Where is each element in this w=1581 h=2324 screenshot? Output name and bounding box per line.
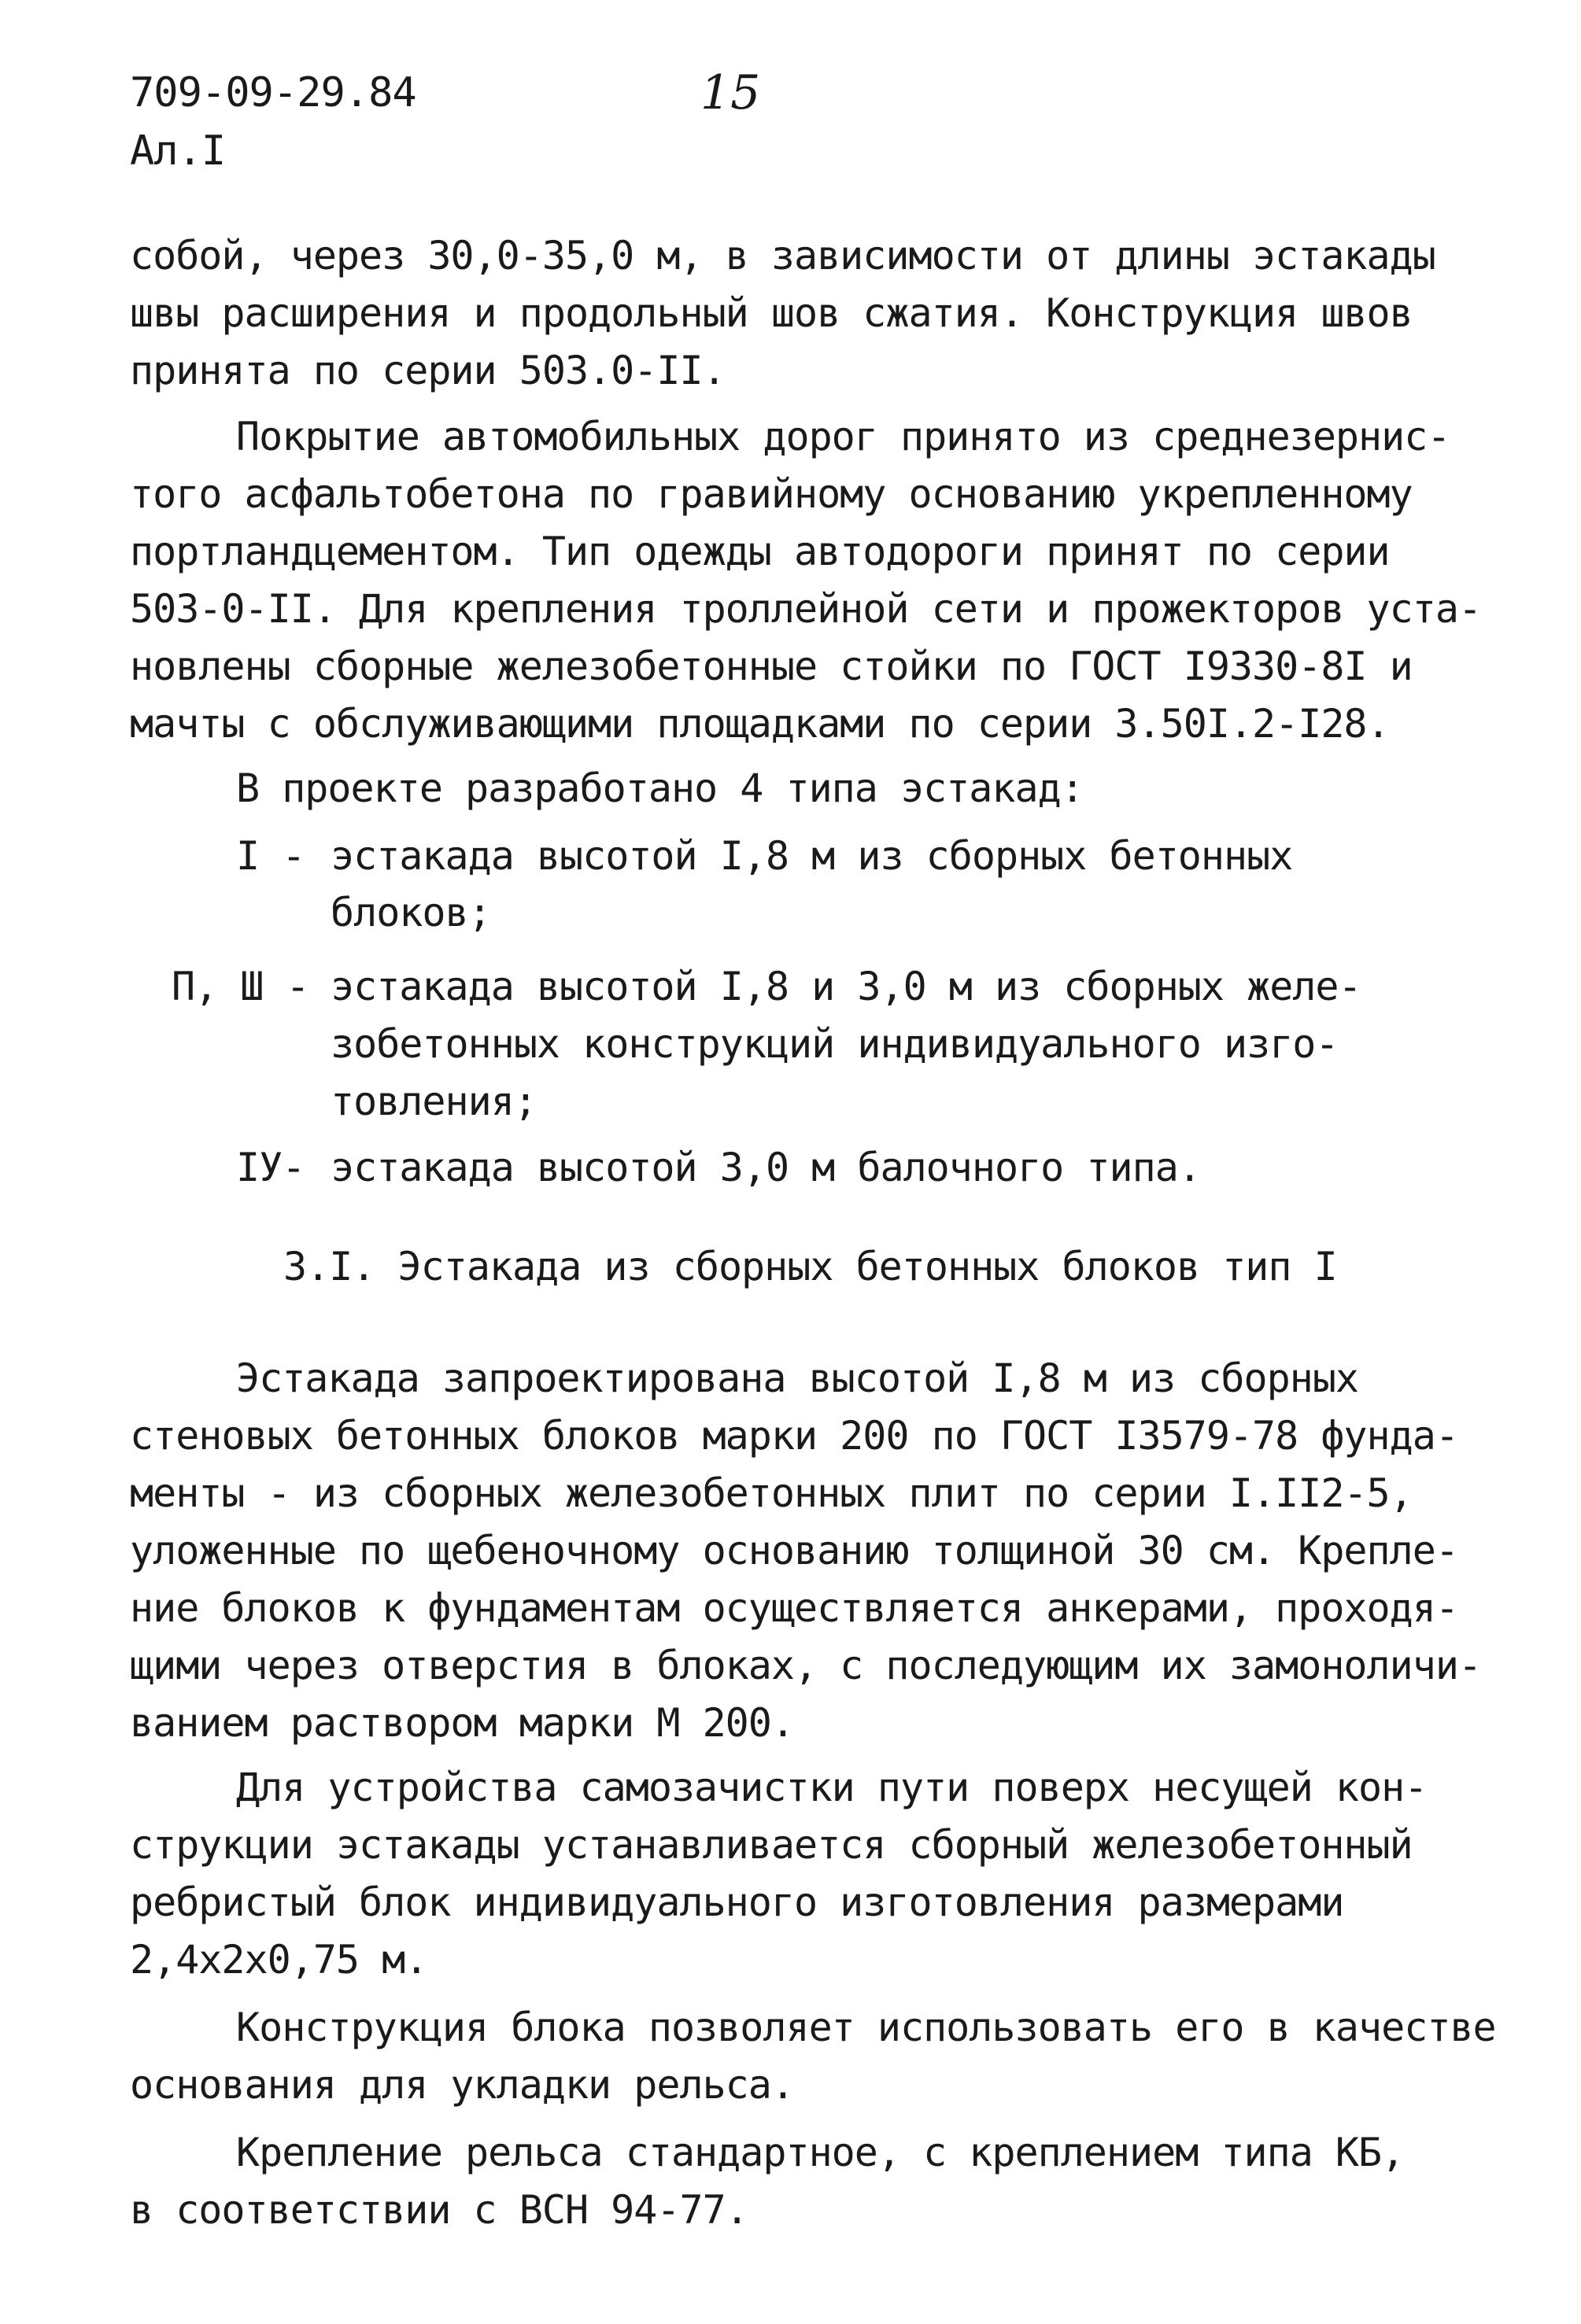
paragraph-line: Конструкция блока позволяет использовать его в качестве xyxy=(236,2005,1496,2050)
list-item-line: эстакада высотой 3,0 м балочного типа. xyxy=(331,1145,1201,1190)
paragraph-line: ванием раствором марки М 200. xyxy=(130,1700,794,1746)
paragraph-line: ние блоков к фундаментам осуществляется анкерами, проходя- xyxy=(130,1585,1458,1631)
paragraph-line: менты - из сборных железобетонных плит по серии I.II2-5, xyxy=(130,1470,1413,1516)
paragraph-line: Для устройства самозачистки пути поверх несущей кон- xyxy=(236,1765,1428,1810)
paragraph-line: швы расширения и продольный шов сжатия. Конструкция швов xyxy=(130,290,1413,336)
list-marker: П, Ш - xyxy=(172,964,309,1009)
paragraph-line: мачты с обслуживающими площадками по серии 3.50I.2-I28. xyxy=(130,701,1390,747)
section-heading: 3.I. Эстакада из сборных бетонных блоков тип I xyxy=(283,1244,1337,1289)
document-number: 709-09-29.84 xyxy=(130,69,416,116)
paragraph-line: того асфальтобетона по гравийному основанию укрепленному xyxy=(130,471,1413,517)
paragraph-line: портландцементом. Тип одежды автодороги принят по серии xyxy=(130,529,1390,574)
paragraph-line: новлены сборные железобетонные стойки по ГОСТ I9330-8I и xyxy=(130,644,1413,689)
sheet-label: Ал.I xyxy=(130,127,226,175)
paragraph-line: струкции эстакады устанавливается сборный железобетонный xyxy=(130,1822,1413,1868)
paragraph-line: основания для укладки рельса. xyxy=(130,2062,794,2108)
page-number: 15 xyxy=(700,65,761,120)
list-item-line: зобетонных конструкций индивидуального изго- xyxy=(331,1021,1339,1067)
paragraph-line: Крепление рельса стандартное, с креплением типа КБ, xyxy=(236,2130,1405,2175)
list-item-line: блоков; xyxy=(331,890,491,935)
paragraph-line: Эстакада запроектирована высотой I,8 м из сборных xyxy=(236,1356,1359,1401)
paragraph-line: принята по серии 503.0-II. xyxy=(130,348,726,393)
list-item-line: товления; xyxy=(331,1079,537,1124)
paragraph-line: щими через отверстия в блоках, с последующим их замоноличи- xyxy=(130,1643,1482,1688)
list-item-line: эстакада высотой I,8 и 3,0 м из сборных желе- xyxy=(331,964,1361,1009)
paragraph-line: 2,4х2х0,75 м. xyxy=(130,1937,428,1983)
paragraph-line: собой, через 30,0-35,0 м, в зависимости от длины эстакады xyxy=(130,233,1435,279)
paragraph-line: уложенные по щебеночному основанию толщиной 30 см. Крепле- xyxy=(130,1528,1458,1573)
paragraph-line: ребристый блок индивидуального изготовления размерами xyxy=(130,1879,1344,1925)
paragraph-line: В проекте разработано 4 типа эстакад: xyxy=(236,765,1084,811)
list-item-line: эстакада высотой I,8 м из сборных бетонных xyxy=(331,833,1293,879)
list-marker: IУ- xyxy=(236,1145,305,1190)
paragraph-line: Покрытие автомобильных дорог принято из среднезернис- xyxy=(236,414,1450,459)
paragraph-line: в соответствии с ВСН 94-77. xyxy=(130,2187,748,2233)
list-marker: I - xyxy=(236,833,305,879)
paragraph-line: стеновых бетонных блоков марки 200 по ГОСТ I3579-78 фунда- xyxy=(130,1413,1458,1459)
paragraph-line: 503-0-II. Для крепления троллейной сети и прожекторов уста- xyxy=(130,586,1482,632)
